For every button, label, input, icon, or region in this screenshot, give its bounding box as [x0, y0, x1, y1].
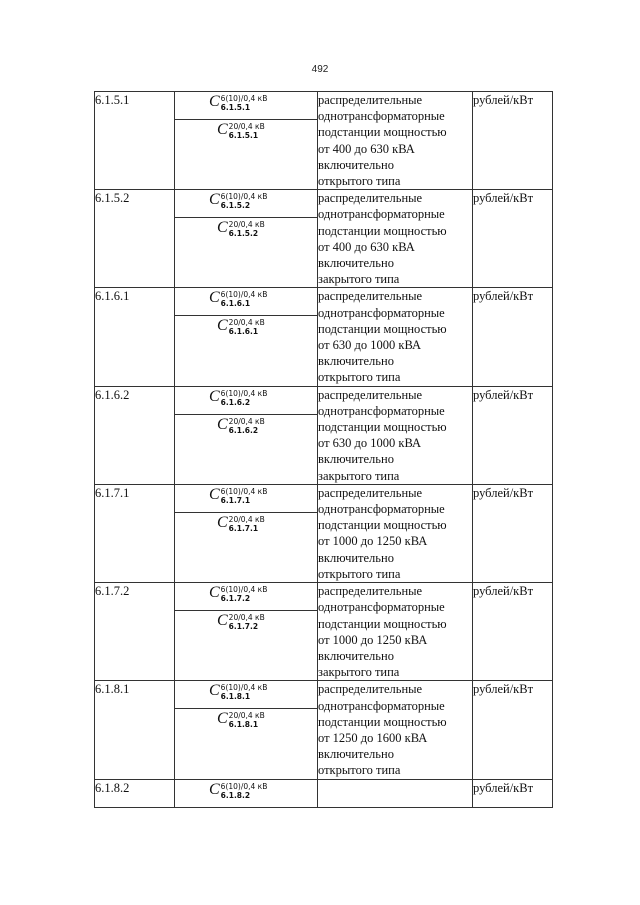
- description-line: включительно: [318, 354, 394, 369]
- symbol-subscript: 6.1.5.2: [220, 201, 251, 211]
- symbol-letter: C: [217, 121, 228, 138]
- row-unit: рублей/кВт: [473, 92, 553, 190]
- description-line: от 400 до 630 кВА: [318, 239, 415, 254]
- description-line: открытого типа: [318, 370, 401, 385]
- row-description: [318, 92, 473, 190]
- symbol-subscript: 6.1.5.2: [228, 229, 259, 239]
- row-unit: рублей/кВт: [473, 288, 553, 386]
- symbol-superscript: 20/0,4 кВ: [228, 613, 265, 623]
- symbol-subscript: 6.1.7.1: [220, 495, 251, 505]
- tariff-symbol-6-10kv: [175, 583, 317, 610]
- symbol-subscript: 6.1.5.1: [228, 131, 259, 140]
- symbol-letter: C: [217, 612, 228, 630]
- row-code: 6.1.8.2: [95, 779, 175, 807]
- symbol-subscript: 6.1.6.2: [228, 425, 259, 435]
- row-unit: рублей/кВт: [473, 190, 553, 288]
- tariff-symbol-6-10kv: [175, 288, 317, 315]
- symbol-letter: C: [209, 93, 220, 110]
- tariff-symbol-cell: [175, 190, 318, 288]
- row-code: 6.1.8.1: [95, 681, 175, 779]
- row-description: [318, 779, 473, 807]
- symbol-superscript: 6(10)/0,4 кВ: [220, 388, 268, 398]
- tariff-symbol-20kv: [175, 512, 317, 540]
- symbol-superscript: 6(10)/0,4 кВ: [220, 486, 268, 496]
- tariff-symbol-cell: [175, 288, 318, 386]
- description-line: однотрансформаторные: [318, 207, 445, 222]
- symbol-subscript: 6.1.6.1: [228, 327, 259, 337]
- row-code: 6.1.5.2: [95, 190, 175, 288]
- tariff-symbol-cell: [175, 484, 318, 582]
- tariff-symbol-20kv: [175, 708, 317, 736]
- table-row: [95, 484, 553, 582]
- table-row: [95, 583, 553, 681]
- description-line: подстанции мощностью: [318, 125, 447, 140]
- symbol-subscript: 6.1.7.1: [228, 523, 259, 533]
- tariff-symbol-20kv: [175, 315, 317, 343]
- tariff-symbol-6-10kv: [175, 190, 317, 217]
- description-line: включительно: [318, 157, 394, 172]
- description-line: открытого типа: [318, 174, 401, 189]
- description-line: от 1250 до 1600 кВА: [318, 730, 428, 745]
- symbol-letter: C: [217, 415, 228, 433]
- symbol-letter: C: [209, 191, 220, 209]
- symbol-letter: C: [209, 682, 220, 700]
- symbol-subscript: 6.1.6.2: [220, 397, 251, 407]
- tariff-symbol-20kv: [175, 119, 317, 147]
- row-unit: рублей/кВт: [473, 779, 553, 807]
- tariff-symbol-20kv: [175, 414, 317, 442]
- description-line: включительно: [318, 550, 394, 565]
- row-description: [318, 681, 473, 779]
- symbol-letter: C: [209, 584, 220, 602]
- row-description: [318, 583, 473, 681]
- row-description: [318, 386, 473, 484]
- description-line: открытого типа: [318, 566, 401, 581]
- symbol-subscript: 6.1.8.2: [220, 790, 251, 800]
- symbol-superscript: 20/0,4 кВ: [228, 220, 265, 230]
- symbol-superscript: 6(10)/0,4 кВ: [220, 290, 268, 300]
- symbol-subscript: 6.1.8.1: [220, 692, 251, 702]
- symbol-letter: C: [217, 710, 228, 728]
- table-row: [95, 288, 553, 386]
- symbol-letter: C: [209, 387, 220, 405]
- description-line: от 1000 до 1250 кВА: [318, 534, 428, 549]
- symbol-letter: C: [209, 780, 220, 798]
- description-line: подстанции мощностью: [318, 321, 447, 336]
- description-line: включительно: [318, 452, 394, 467]
- description-line: однотрансформаторные: [318, 502, 445, 517]
- description-line: распределительные: [318, 289, 423, 304]
- row-code: 6.1.7.2: [95, 583, 175, 681]
- row-unit: рублей/кВт: [473, 681, 553, 779]
- symbol-letter: C: [209, 289, 220, 307]
- row-description: [318, 484, 473, 582]
- symbol-letter: C: [217, 219, 228, 237]
- description-line: распределительные: [318, 387, 423, 402]
- row-code: 6.1.6.1: [95, 288, 175, 386]
- description-line: закрытого типа: [318, 272, 400, 287]
- tariff-symbol-cell: [175, 92, 318, 190]
- tariff-symbol-6-10kv: [175, 485, 317, 512]
- row-unit: рублей/кВт: [473, 583, 553, 681]
- symbol-subscript: 6.1.7.2: [228, 622, 259, 632]
- row-description: [318, 288, 473, 386]
- tariff-symbol-6-10kv: [175, 92, 317, 119]
- symbol-subscript: 6.1.5.1: [220, 103, 251, 112]
- page-number: 492: [311, 64, 329, 75]
- tariff-symbol-cell: [175, 681, 318, 779]
- symbol-subscript: 6.1.7.2: [220, 594, 251, 604]
- description-line: однотрансформаторные: [318, 698, 445, 713]
- description-line: распределительные: [318, 93, 423, 107]
- table-row: [95, 190, 553, 288]
- tariff-symbol-6-10kv: [175, 387, 317, 414]
- description-line: распределительные: [318, 584, 423, 599]
- symbol-superscript: 20/0,4 кВ: [228, 318, 265, 328]
- description-line: однотрансформаторные: [318, 600, 445, 615]
- description-line: подстанции мощностью: [318, 714, 447, 729]
- symbol-superscript: 20/0,4 кВ: [228, 711, 265, 721]
- row-code: 6.1.5.1: [95, 92, 175, 190]
- symbol-subscript: 6.1.8.1: [228, 720, 259, 730]
- table-row: [95, 386, 553, 484]
- description-line: включительно: [318, 256, 394, 271]
- description-line: подстанции мощностью: [318, 223, 447, 238]
- tariff-symbol-cell: [175, 583, 318, 681]
- row-code: 6.1.7.1: [95, 484, 175, 582]
- symbol-letter: C: [217, 317, 228, 335]
- tariff-symbol-cell: [175, 386, 318, 484]
- description-line: от 630 до 1000 кВА: [318, 436, 422, 451]
- symbol-superscript: 20/0,4 кВ: [228, 122, 265, 131]
- description-line: распределительные: [318, 485, 423, 500]
- description-line: однотрансформаторные: [318, 305, 445, 320]
- symbol-letter: C: [209, 485, 220, 503]
- table-row: [95, 681, 553, 779]
- tariff-symbol-6-10kv: [175, 681, 317, 708]
- tariff-table-body: [95, 92, 553, 808]
- description-line: распределительные: [318, 191, 423, 206]
- row-code: 6.1.6.2: [95, 386, 175, 484]
- description-line: однотрансформаторные: [318, 403, 445, 418]
- symbol-superscript: 6(10)/0,4 кВ: [220, 683, 268, 693]
- description-line: открытого типа: [318, 763, 401, 778]
- description-line: от 630 до 1000 кВА: [318, 338, 422, 353]
- symbol-superscript: 20/0,4 кВ: [228, 416, 265, 426]
- symbol-letter: C: [217, 513, 228, 531]
- row-unit: рублей/кВт: [473, 386, 553, 484]
- description-line: закрытого типа: [318, 665, 400, 680]
- symbol-superscript: 6(10)/0,4 кВ: [220, 585, 268, 595]
- tariff-symbol-20kv: [175, 217, 317, 245]
- tariff-symbol-cell: [175, 779, 318, 807]
- table-row: [95, 779, 553, 807]
- description-line: подстанции мощностью: [318, 518, 447, 533]
- symbol-subscript: 6.1.6.1: [220, 299, 251, 309]
- description-line: от 400 до 630 кВА: [318, 141, 415, 156]
- row-unit: рублей/кВт: [473, 484, 553, 582]
- symbol-superscript: 6(10)/0,4 кВ: [220, 781, 268, 791]
- description-line: закрытого типа: [318, 468, 400, 483]
- description-line: включительно: [318, 648, 394, 663]
- tariff-symbol-6-10kv: [175, 780, 317, 807]
- row-description: [318, 190, 473, 288]
- table-row: [95, 92, 553, 190]
- description-line: однотрансформаторные: [318, 109, 445, 124]
- description-line: от 1000 до 1250 кВА: [318, 632, 428, 647]
- description-line: подстанции мощностью: [318, 616, 447, 631]
- symbol-superscript: 20/0,4 кВ: [228, 514, 265, 524]
- symbol-superscript: 6(10)/0,4 кВ: [220, 192, 268, 202]
- tariff-table: [94, 91, 553, 808]
- symbol-superscript: 6(10)/0,4 кВ: [220, 94, 268, 103]
- description-line: включительно: [318, 747, 394, 762]
- tariff-symbol-20kv: [175, 610, 317, 638]
- description-line: подстанции мощностью: [318, 420, 447, 435]
- description-line: распределительные: [318, 682, 423, 697]
